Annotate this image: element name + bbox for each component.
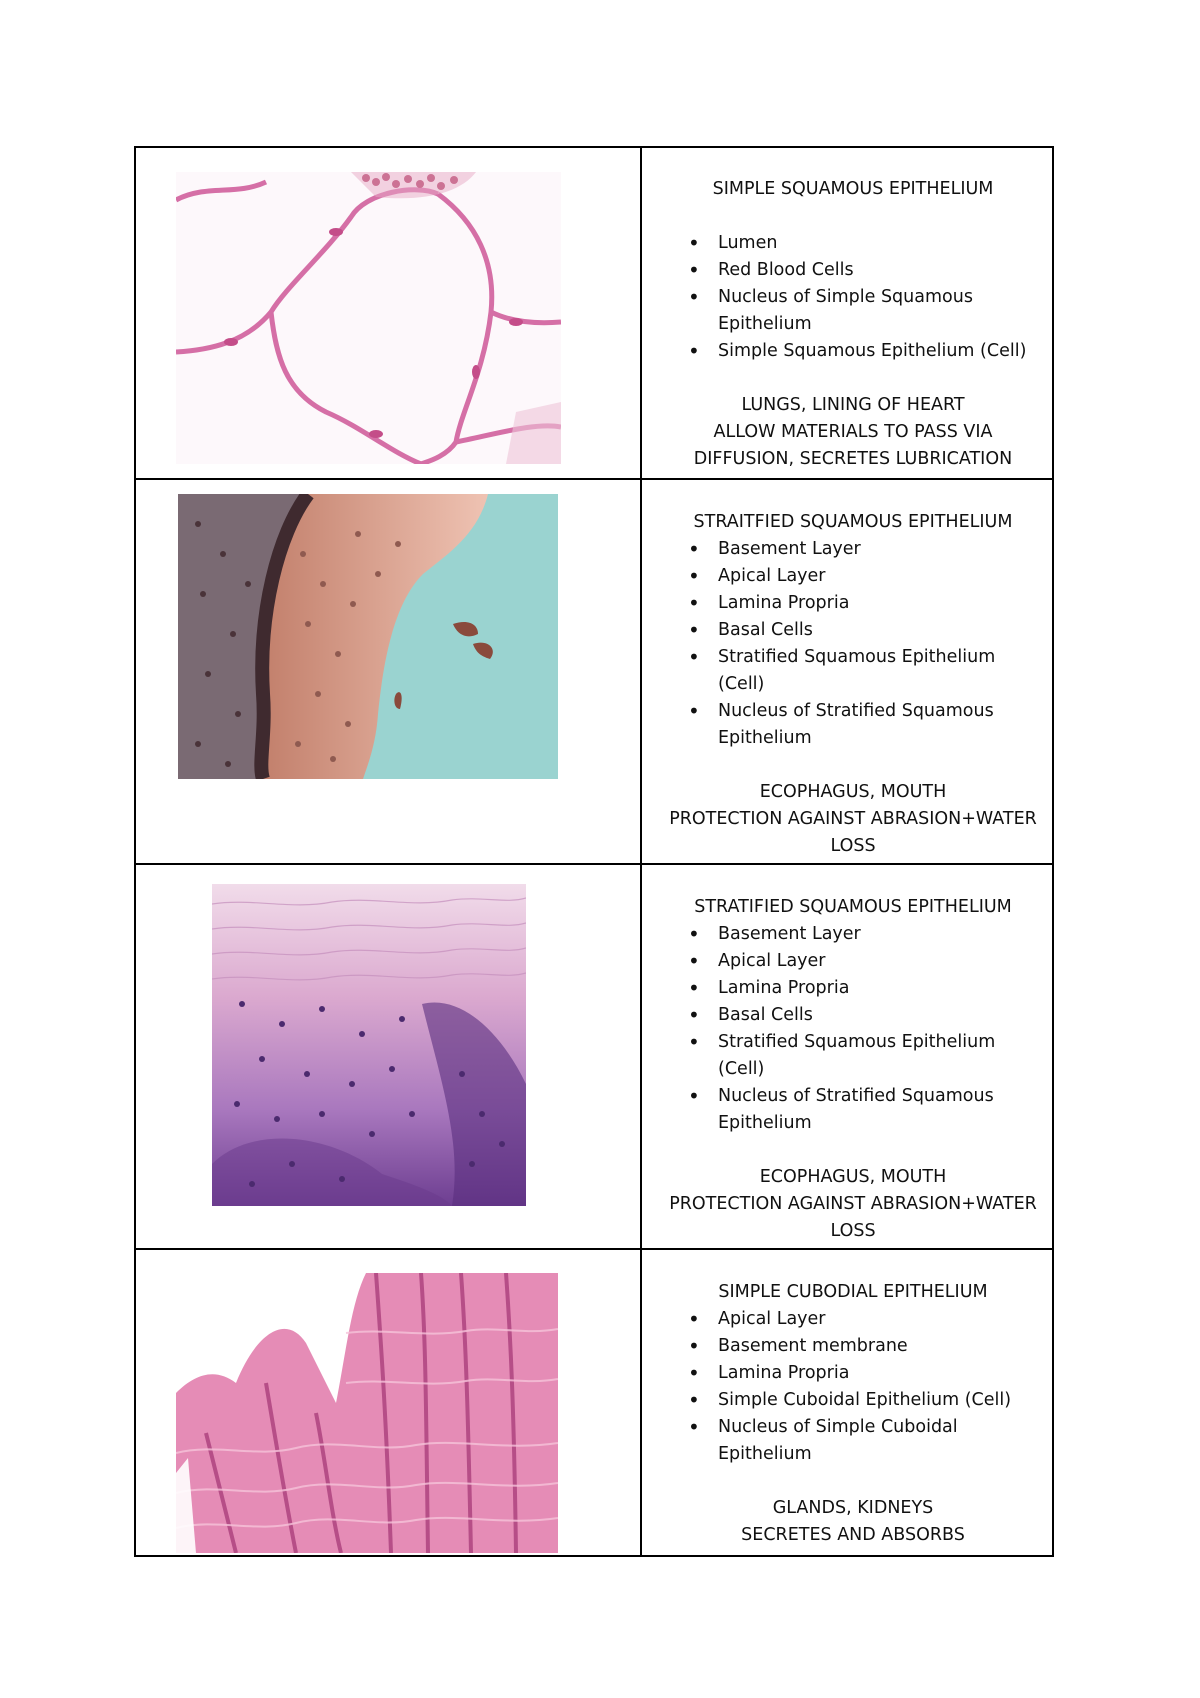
list-item: • Nucleus of Stratified Squamous Epithelium	[688, 698, 1044, 752]
table-row	[136, 863, 1052, 1248]
stratified-squamous-micrograph-2	[212, 884, 526, 1206]
table-row	[136, 148, 1052, 478]
tissue-location: ECOPHAGUS, MOUTH	[759, 1167, 947, 1187]
list-item: • Simple Cuboidal Epithelium (Cell)	[688, 1387, 1044, 1414]
tissue-function: SECRETES AND ABSORBS	[741, 1525, 965, 1545]
structure-list	[662, 230, 1044, 365]
structure-list	[662, 1306, 1044, 1468]
text-cell	[642, 865, 1052, 1248]
list-item: • Nucleus of Stratified Squamous Epithelium	[688, 1083, 1044, 1137]
tissue-location: LUNGS, LINING OF HEART	[741, 395, 965, 415]
structure-list	[662, 536, 1044, 752]
list-item: • Stratified Squamous Epithelium (Cell)	[688, 644, 1044, 698]
image-cell	[136, 1250, 642, 1555]
image-cell	[136, 148, 642, 478]
list-item: • Lamina Propria	[688, 590, 1044, 617]
list-item: • Nucleus of Simple Cuboidal Epithelium	[688, 1414, 1044, 1468]
tissue-location: ECOPHAGUS, MOUTH	[759, 782, 947, 802]
simple-squamous-micrograph	[176, 172, 561, 464]
tissue-title: SIMPLE CUBODIAL EPITHELIUM	[718, 1282, 988, 1302]
list-item: • Simple Squamous Epithelium (Cell)	[688, 338, 1044, 365]
tissue-function: PROTECTION AGAINST ABRASION+WATER LOSS	[669, 1194, 1037, 1241]
list-item: • Lamina Propria	[688, 1360, 1044, 1387]
list-item: • Basement Layer	[688, 536, 1044, 563]
list-item: • Basal Cells	[688, 617, 1044, 644]
text-cell	[642, 1250, 1052, 1555]
text-cell	[642, 480, 1052, 863]
list-item: • Apical Layer	[688, 1306, 1044, 1333]
tissue-location: GLANDS, KIDNEYS	[772, 1498, 934, 1518]
image-cell	[136, 865, 642, 1248]
tissue-title: SIMPLE SQUAMOUS EPITHELIUM	[712, 179, 994, 199]
tissue-title: STRATIFIED SQUAMOUS EPITHELIUM	[694, 897, 1012, 917]
tissue-function: ALLOW MATERIALS TO PASS VIA DIFFUSION, SECRETES LUBRICATION	[693, 422, 1013, 469]
simple-cuboidal-micrograph	[176, 1273, 558, 1553]
table-row	[136, 478, 1052, 863]
list-item: • Apical Layer	[688, 948, 1044, 975]
text-cell	[642, 148, 1052, 478]
tissue-table	[134, 146, 1054, 1557]
list-item: • Basement Layer	[688, 921, 1044, 948]
list-item: • Lamina Propria	[688, 975, 1044, 1002]
list-item: • Nucleus of Simple Squamous Epithelium	[688, 284, 1044, 338]
structure-list	[662, 921, 1044, 1137]
list-item: • Apical Layer	[688, 563, 1044, 590]
list-item: • Stratified Squamous Epithelium (Cell)	[688, 1029, 1044, 1083]
table-row	[136, 1248, 1052, 1555]
list-item: • Red Blood Cells	[688, 257, 1044, 284]
tissue-function: PROTECTION AGAINST ABRASION+WATER LOSS	[669, 809, 1037, 856]
list-item: • Lumen	[688, 230, 1044, 257]
list-item: • Basal Cells	[688, 1002, 1044, 1029]
stratified-squamous-micrograph-1	[178, 494, 558, 779]
tissue-title: STRAITFIED SQUAMOUS EPITHELIUM	[693, 512, 1013, 532]
list-item: • Basement membrane	[688, 1333, 1044, 1360]
image-cell	[136, 480, 642, 863]
